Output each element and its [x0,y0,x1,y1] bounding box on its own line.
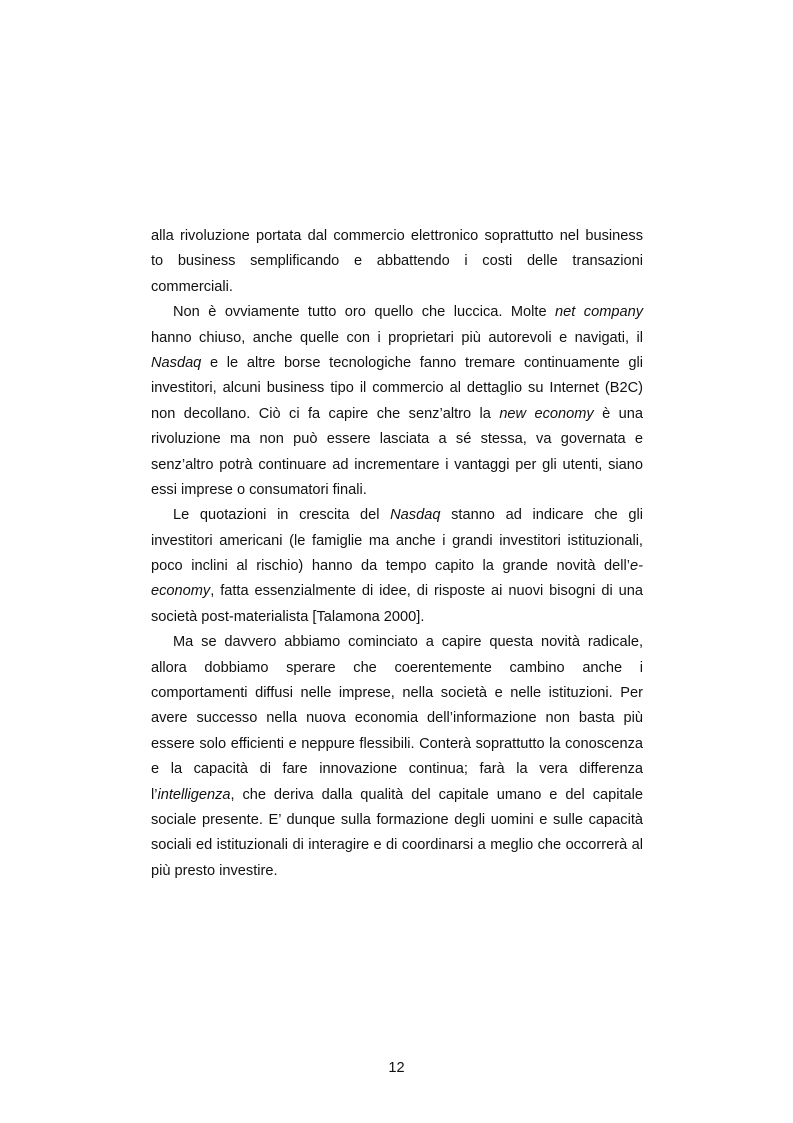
text-run: alla rivoluzione portata dal commercio elettronico soprattutto nel business [151,228,643,244]
text-run: più presto investire. [151,862,278,879]
text-line [151,402,643,427]
text-run: comportamenti diffusi nelle imprese, nella società e nelle istituzioni. Per [151,685,643,702]
text-run: , che deriva dalla qualità del capitale umano e del capitale [230,786,643,803]
text-line [151,478,643,503]
text-line [151,783,643,808]
text-line [151,808,643,833]
text-run: poco inclini al rischio) hanno da tempo capito la grande novità dell’ [151,558,631,575]
text-line [151,732,643,757]
text-run: sociale presente. E’ dunque sulla formazione degli uomini e sulle capacità [151,811,643,828]
text-line [151,706,643,731]
text-run: investitori, alcuni business tipo il commercio al dettaglio su Internet (B2C) [151,380,643,397]
text-run: allora dobbiamo sperare che coerentemente cambino anche i [151,659,643,676]
italic-term: economy [151,583,211,600]
text-line [151,503,643,528]
text-line [151,300,643,325]
text-run: senz’altro potrà continuare ad incrementare i vantaggi per gli utenti, siano [151,456,643,473]
italic-term: e- [630,558,643,575]
text-run: , fatta essenzialmente di idee, di risposte ai nuovi bisogni di una [210,583,643,600]
text-run: stanno ad indicare che gli [440,507,643,524]
text-line [151,376,643,401]
text-run: e la capacità di fare innovazione continua; farà la vera differenza [151,761,643,778]
text-run: essi imprese o consumatori finali. [151,481,367,498]
text-run: hanno chiuso, anche quelle con i proprietari più autorevoli e navigati, il [151,329,643,346]
italic-term: new economy [499,405,594,422]
text-line [151,224,643,249]
text-line [151,656,643,681]
text-run: Ma se davvero abbiamo cominciato a capire questa novità radicale, [173,634,643,651]
text-line [151,554,643,579]
text-line [151,249,643,274]
text-line [151,453,643,478]
italic-term: net company [555,304,643,321]
italic-term: Nasdaq [151,354,202,371]
text-run: Non è ovviamente tutto oro quello che luccica. Molte [173,304,556,321]
text-line [151,326,643,351]
text-run: sociali ed istituzionali di interagire e di coordinarsi a meglio che occorrerà al [151,837,643,854]
italic-term: intelligenza [157,786,231,803]
text-line [151,605,643,630]
text-run: essere solo efficienti e neppure flessibili. Conterà soprattutto la conoscenza [151,735,643,752]
text-run: Le quotazioni in crescita del [173,507,391,524]
text-line [151,427,643,452]
text-run: to business semplificando e abbattendo i costi delle transazioni [151,253,643,270]
text-line [151,833,643,858]
text-run: l’ [151,786,158,803]
text-run: e le altre borse tecnologiche fanno tremare continuamente gli [201,354,643,371]
text-run: avere successo nella nuova economia dell’informazione non basta più [151,710,643,727]
italic-term: Nasdaq [390,507,441,524]
text-line [151,630,643,655]
page-number: 12 [388,1060,405,1076]
text-run: rivoluzione ma non può essere lasciata a sé stessa, va governata e [151,431,643,448]
text-line [151,757,643,782]
text-line [151,529,643,554]
text-line [151,579,643,604]
text-run: commerciali. [151,278,233,295]
body-text [151,224,643,884]
text-run: società post-materialista [Talamona 2000]. [151,608,425,625]
text-line [151,859,643,884]
text-line [151,681,643,706]
text-run: è una [593,405,644,422]
text-run: non decollano. Ciò ci fa capire che senz’altro la [151,405,500,422]
text-line [151,275,643,300]
text-line [151,351,643,376]
text-run: investitori americani (le famiglie ma anche i grandi investitori istituzionali, [151,532,643,549]
